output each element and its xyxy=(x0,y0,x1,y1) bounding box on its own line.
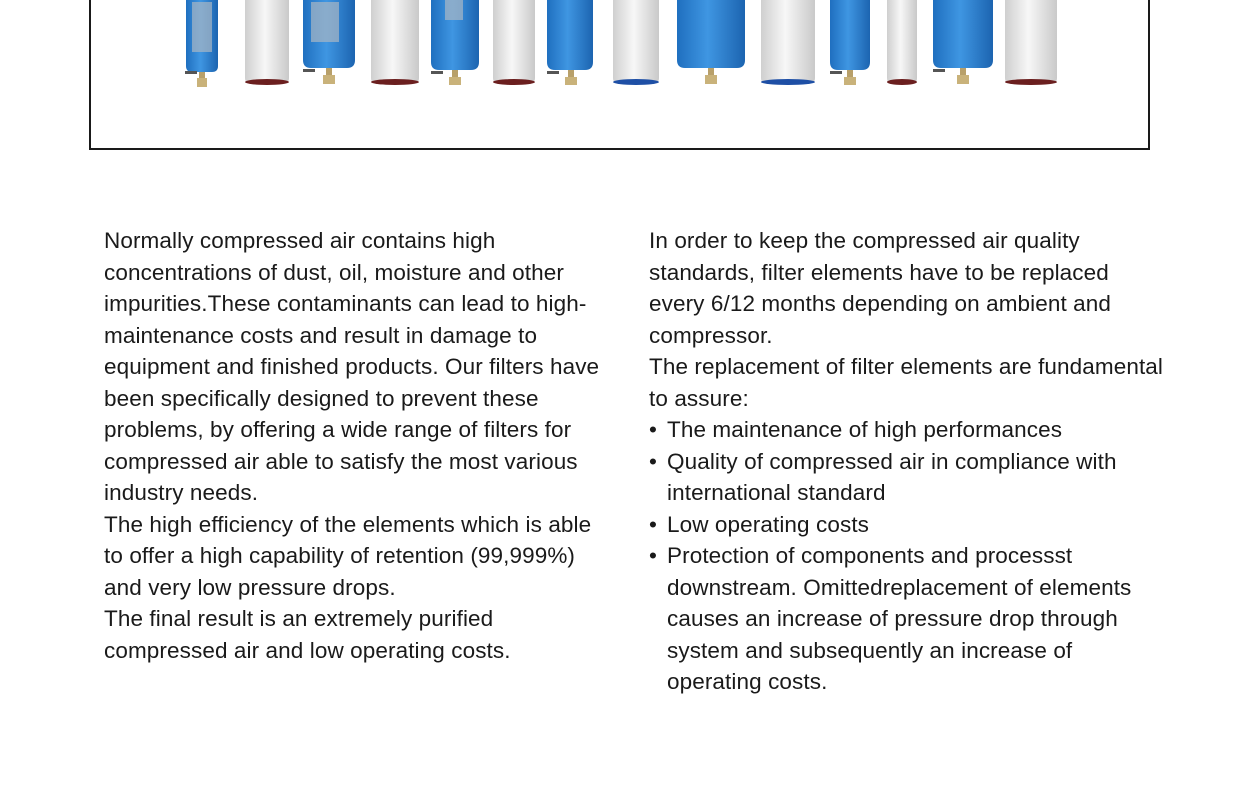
blue-filter-housing-6 xyxy=(830,0,870,85)
list-item: • The maintenance of high performances xyxy=(649,414,1169,446)
product-image-frame xyxy=(89,0,1150,150)
white-filter-element-2 xyxy=(371,0,419,85)
fundamental-paragraph: The replacement of filter elements are fundamental to assure: xyxy=(649,354,1164,411)
result-paragraph: The final result is an extremely purified compressed air and low operating costs. xyxy=(104,606,511,663)
benefits-list xyxy=(649,414,1169,698)
blue-filter-housing-4 xyxy=(547,0,593,85)
white-filter-element-5 xyxy=(761,0,815,85)
white-filter-element-3 xyxy=(493,0,535,85)
blue-filter-housing-1 xyxy=(185,0,218,87)
intro-paragraph: Normally compressed air contains high concentrations of dust, oil, moisture and other impurities.These contaminants can lead to high-maintenance costs and result in damage to equipment and finished products. Our filters have been specifically designed to prevent these problems, by offering a wide range of filters for compressed air able to satisfy the most various industry needs. xyxy=(104,228,600,505)
white-filter-element-7 xyxy=(1005,0,1057,85)
white-filter-element-6 xyxy=(887,0,917,85)
blue-filter-housing-2 xyxy=(303,0,355,84)
efficiency-paragraph: The high efficiency of the elements which is able to offer a high capability of retention (99,999%) and very low pressure drops. xyxy=(104,511,592,600)
white-filter-element-4 xyxy=(613,0,659,85)
list-item: • Low operating costs xyxy=(649,509,1169,541)
blue-filter-housing-3 xyxy=(431,0,479,85)
replacement-paragraph: In order to keep the compressed air quality standards, filter elements have to be replaced every 6/12 months depending on ambient and compressor. xyxy=(649,228,1112,348)
filter-housings-image xyxy=(91,0,1150,150)
list-item: • Quality of compressed air in compliance with international standard xyxy=(649,446,1169,509)
blue-filter-housing-7 xyxy=(933,0,993,84)
blue-filter-housing-5 xyxy=(677,0,745,84)
replacement-text-column xyxy=(649,225,1169,698)
intro-text-column xyxy=(104,225,609,666)
white-filter-element-1 xyxy=(245,0,289,85)
list-item: • Protection of components and processst downstream. Omittedreplacement of elements causes an increase of pressure drop through system and subsequently an increase of operating costs. xyxy=(649,540,1169,698)
